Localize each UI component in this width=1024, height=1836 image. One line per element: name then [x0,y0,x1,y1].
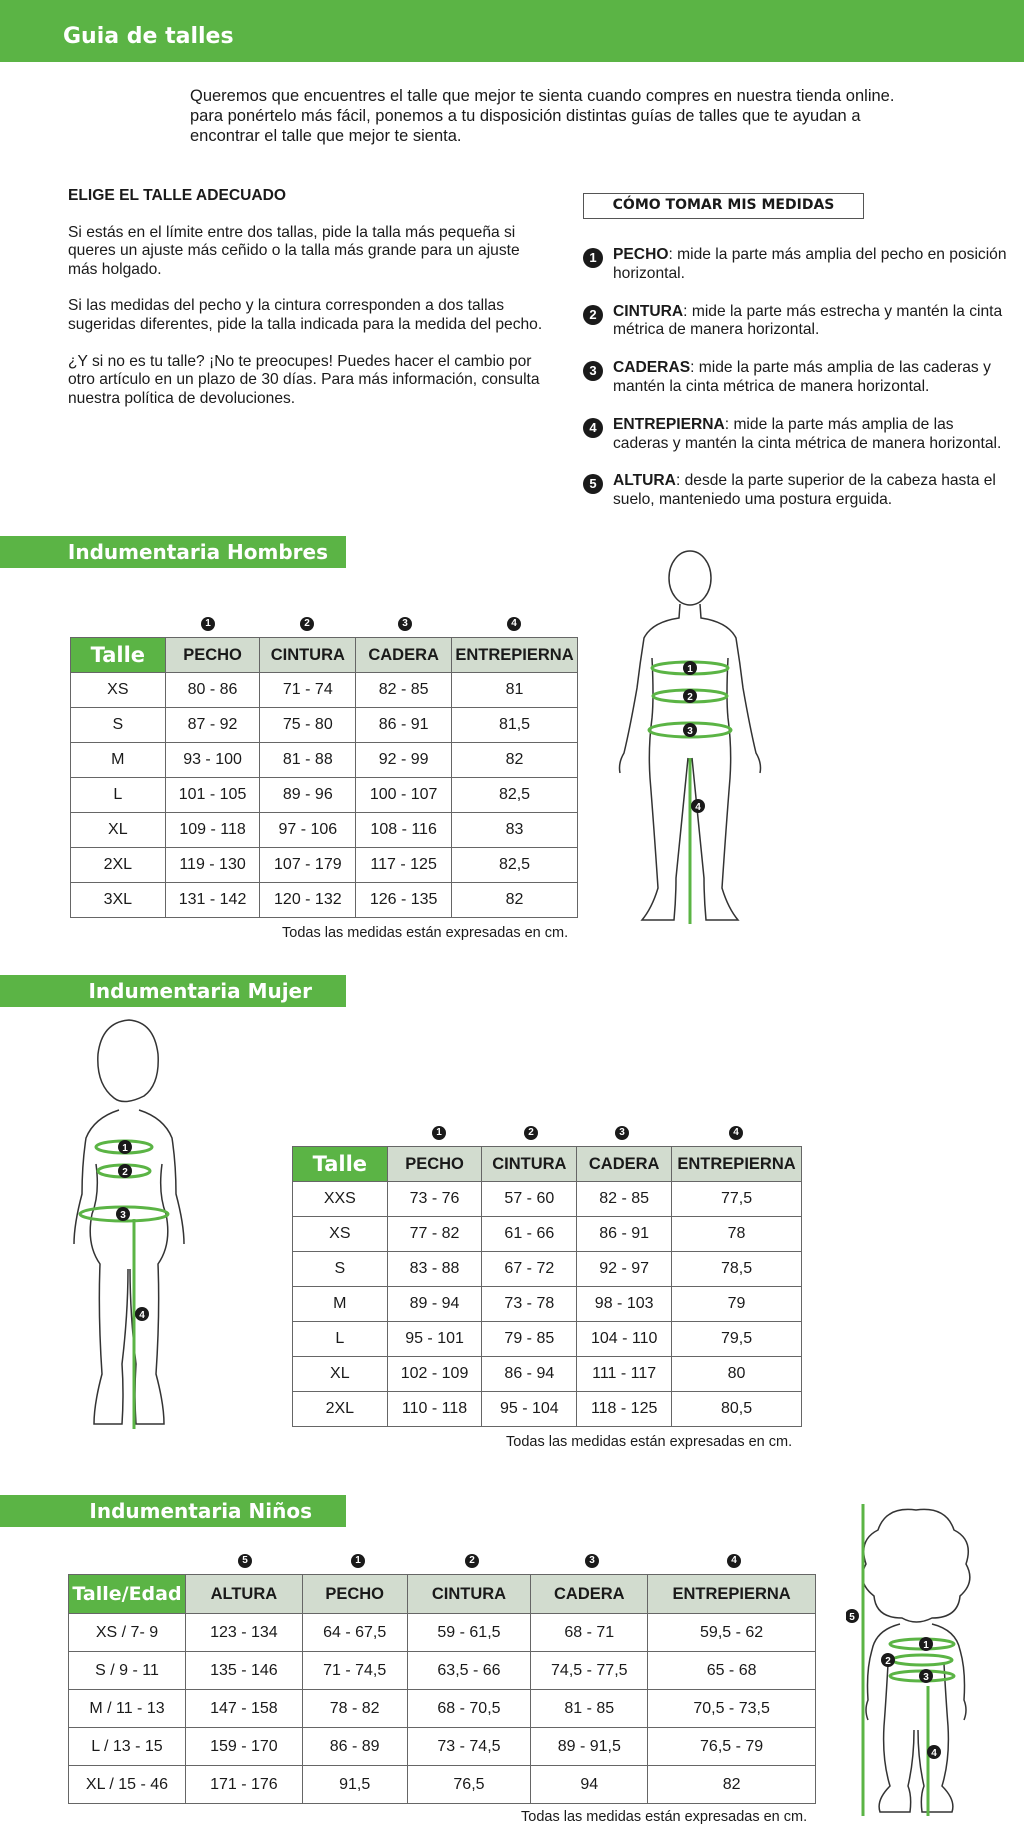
howto-steps [583,246,1013,529]
table-cell: 75 - 80 [260,708,356,743]
men-note: Todas las medidas están expresadas en cm. [282,925,569,941]
table-cell: S [293,1252,388,1287]
women-body-figure [64,1014,194,1434]
table-cell: 71 - 74 [260,673,356,708]
table-cell: 110 - 118 [387,1392,482,1427]
table-row [69,1728,816,1766]
table-cell: 68 - 71 [531,1614,648,1652]
figure-number: 4 [931,1748,937,1759]
table-row [69,1614,816,1652]
table-cell: 109 - 118 [165,813,260,848]
table-cell: 79,5 [672,1322,802,1357]
figure-number: 1 [122,1143,128,1154]
table-header: CADERA [577,1147,672,1182]
table-cell: 123 - 134 [185,1614,302,1652]
figure-number: 4 [695,802,701,813]
table-row [71,673,578,708]
table-cell: 89 - 94 [387,1287,482,1322]
figure-number: 2 [687,692,693,703]
kids-size-table [68,1574,816,1804]
table-cell: 107 - 179 [260,848,356,883]
intro-line: encontrar el talle que mejor te sienta. [190,127,462,145]
table-cell: 91,5 [302,1766,407,1804]
table-cell: XS / 7- 9 [69,1614,186,1652]
table-header: PECHO [387,1147,482,1182]
table-row [293,1322,802,1357]
table-cell: S / 9 - 11 [69,1652,186,1690]
figure-number: 3 [120,1210,126,1221]
step-text: : mide la parte más estrecha y mantén la cinta métrica de manera horizontal. [613,302,1003,339]
table-cell: 86 - 89 [302,1728,407,1766]
table-cell: 82 [648,1766,816,1804]
table-cell: 89 - 91,5 [531,1728,648,1766]
table-cell: 101 - 105 [165,778,260,813]
kids-section-title: Indumentaria Niños [0,1495,346,1527]
men-section-title: Indumentaria Hombres [0,536,346,568]
table-cell: 147 - 158 [185,1690,302,1728]
table-header: Talle [71,638,166,673]
step-text: : mide la parte más amplia de las caderas y mantén la cinta métrica de manera horizontal. [613,359,991,395]
kids-note: Todas las medidas están expresadas en cm. [521,1809,808,1825]
table-row [293,1287,802,1322]
figure-number: 1 [687,664,693,675]
table-header: Talle [293,1147,388,1182]
table-header: CADERA [356,638,452,673]
table-header: ENTREPIERNA [452,638,578,673]
howto-step [583,303,1013,341]
table-cell: 98 - 103 [577,1287,672,1322]
table-cell: 65 - 68 [648,1652,816,1690]
step-number: 1 [583,248,603,268]
table-cell: 78 - 82 [302,1690,407,1728]
table-cell: 97 - 106 [260,813,356,848]
step-label: CADERAS [613,359,691,377]
step-number: 3 [583,361,603,381]
table-cell: M [293,1287,388,1322]
women-col-number: 2 [524,1126,538,1140]
table-cell: 126 - 135 [356,883,452,918]
table-cell: 82,5 [452,778,578,813]
step-label: PECHO [613,246,669,263]
page-title: Guia de talles [63,24,234,49]
table-cell: 71 - 74,5 [302,1652,407,1690]
kids-col-number: 1 [351,1554,365,1568]
table-cell: M / 11 - 13 [69,1690,186,1728]
table-cell: 2XL [293,1392,388,1427]
table-cell: 63,5 - 66 [407,1652,531,1690]
table-cell: 86 - 94 [482,1357,577,1392]
women-col-number: 4 [729,1126,743,1140]
choose-heading: ELIGE EL TALLE ADECUADO [68,187,287,204]
men-col-number: 1 [201,617,215,631]
table-cell: 78 [672,1217,802,1252]
table-cell: 131 - 142 [165,883,260,918]
intro-line: para ponértelo más fácil, ponemos a tu disposición distintas guías de talles que te ayudan a [190,107,861,125]
table-header: PECHO [302,1575,407,1614]
men-body-figure [612,548,768,930]
women-col-number: 3 [615,1126,629,1140]
table-cell: 83 - 88 [387,1252,482,1287]
table-cell: 81 - 88 [260,743,356,778]
table-cell: 118 - 125 [577,1392,672,1427]
table-cell: 76,5 - 79 [648,1728,816,1766]
table-cell: 119 - 130 [165,848,260,883]
howto-step [583,359,1013,397]
women-note: Todas las medidas están expresadas en cm. [506,1434,793,1450]
table-cell: XS [293,1217,388,1252]
men-size-table [70,637,578,918]
table-header: Talle/Edad [69,1575,186,1614]
table-row [69,1690,816,1728]
howto-step [583,416,1013,454]
table-cell: 70,5 - 73,5 [648,1690,816,1728]
howto-step [583,472,1013,510]
table-cell: S [71,708,166,743]
table-cell: 102 - 109 [387,1357,482,1392]
figure-number: 1 [923,1640,929,1651]
table-cell: 59 - 61,5 [407,1614,531,1652]
intro-text [190,86,950,146]
table-cell: 80 [672,1357,802,1392]
figure-number: 2 [885,1656,891,1667]
table-cell: XS [71,673,166,708]
table-cell: 59,5 - 62 [648,1614,816,1652]
step-number: 2 [583,305,603,325]
kids-col-number: 3 [585,1554,599,1568]
table-row [71,708,578,743]
table-cell: 77,5 [672,1182,802,1217]
choose-size-section [68,187,548,426]
step-label: ALTURA [613,472,676,490]
choose-paragraph: Si estás en el límite entre dos tallas, pide la talla más pequeña si queres un ajuste más ceñido o la talla más grande para un ajuste más holgado. [68,223,520,278]
women-col-number: 1 [432,1126,446,1140]
howto-step [583,246,1013,284]
figure-number: 3 [687,726,693,737]
table-cell: 76,5 [407,1766,531,1804]
table-header: CINTURA [482,1147,577,1182]
figure-number: 2 [122,1167,128,1178]
table-cell: 82,5 [452,848,578,883]
table-cell: 79 [672,1287,802,1322]
table-header: ENTREPIERNA [648,1575,816,1614]
table-cell: 81 [452,673,578,708]
men-col-number: 2 [300,617,314,631]
table-cell: 81 - 85 [531,1690,648,1728]
women-section-title: Indumentaria Mujer [0,975,346,1007]
table-cell: 87 - 92 [165,708,260,743]
table-cell: M [71,743,166,778]
table-cell: 82 - 85 [577,1182,672,1217]
table-cell: 95 - 104 [482,1392,577,1427]
table-header: CINTURA [260,638,356,673]
table-cell: 89 - 96 [260,778,356,813]
table-cell: 82 [452,743,578,778]
table-row [69,1652,816,1690]
table-header: ENTREPIERNA [672,1147,802,1182]
table-cell: XL [71,813,166,848]
step-label: ENTREPIERNA [613,415,725,433]
table-cell: XL [293,1357,388,1392]
kids-col-number: 2 [465,1554,479,1568]
step-text: : mide la parte más amplia del pecho en posición horizontal. [613,246,1007,282]
table-cell: L [293,1322,388,1357]
table-cell: 117 - 125 [356,848,452,883]
table-cell: 3XL [71,883,166,918]
men-col-number: 4 [507,617,521,631]
figure-number: 4 [139,1310,145,1321]
table-header: CADERA [531,1575,648,1614]
table-row [293,1392,802,1427]
intro-line: Queremos que encuentres el talle que mejor te sienta cuando compres en nuestra tienda online. [190,87,895,105]
table-row [293,1217,802,1252]
table-cell: 74,5 - 77,5 [531,1652,648,1690]
table-cell: 67 - 72 [482,1252,577,1287]
women-size-table [292,1146,802,1427]
table-row [293,1182,802,1217]
table-cell: 82 - 85 [356,673,452,708]
table-row [71,743,578,778]
page-header [0,0,1024,62]
table-cell: 86 - 91 [356,708,452,743]
men-col-number: 3 [398,617,412,631]
table-cell: 83 [452,813,578,848]
choose-paragraph: Si las medidas del pecho y la cintura corresponden a dos tallas sugeridas diferentes, pide la talla indicada para la medida del pecho. [68,297,543,333]
step-label: CINTURA [613,302,684,320]
kids-col-number: 4 [727,1554,741,1568]
howto-title: CÓMO TOMAR MIS MEDIDAS [583,193,864,219]
table-cell: 92 - 99 [356,743,452,778]
table-cell: 82 [452,883,578,918]
table-cell: 94 [531,1766,648,1804]
table-cell: 92 - 97 [577,1252,672,1287]
table-cell: 80,5 [672,1392,802,1427]
table-cell: XXS [293,1182,388,1217]
table-cell: 61 - 66 [482,1217,577,1252]
table-cell: 104 - 110 [577,1322,672,1357]
table-cell: 64 - 67,5 [302,1614,407,1652]
table-row [293,1357,802,1392]
table-cell: 108 - 116 [356,813,452,848]
table-cell: 95 - 101 [387,1322,482,1357]
table-header: CINTURA [407,1575,531,1614]
table-cell: 159 - 170 [185,1728,302,1766]
table-cell: 111 - 117 [577,1357,672,1392]
table-cell: 100 - 107 [356,778,452,813]
table-cell: 79 - 85 [482,1322,577,1357]
table-cell: 81,5 [452,708,578,743]
table-cell: L [71,778,166,813]
table-cell: 120 - 132 [260,883,356,918]
table-cell: 73 - 76 [387,1182,482,1217]
table-cell: 93 - 100 [165,743,260,778]
table-cell: 80 - 86 [165,673,260,708]
figure-number: 5 [849,1612,855,1623]
table-row [71,813,578,848]
kids-body-figure [846,1500,986,1822]
table-cell: L / 13 - 15 [69,1728,186,1766]
table-cell: 73 - 78 [482,1287,577,1322]
step-number: 4 [583,418,603,438]
table-cell: 77 - 82 [387,1217,482,1252]
step-number: 5 [583,474,603,494]
table-cell: 57 - 60 [482,1182,577,1217]
choose-paragraph: ¿Y si no es tu talle? ¡No te preocupes! Puedes hacer el cambio por otro artículo en un plazo de 30 días. Para más información, consulta nuestra política de devoluciones. [68,352,540,407]
table-cell: 2XL [71,848,166,883]
table-row [293,1252,802,1287]
kids-col-number: 5 [238,1554,252,1568]
table-row [69,1766,816,1804]
table-cell: 171 - 176 [185,1766,302,1804]
table-row [71,883,578,918]
table-cell: 68 - 70,5 [407,1690,531,1728]
table-cell: 73 - 74,5 [407,1728,531,1766]
table-header: PECHO [165,638,260,673]
figure-number: 3 [923,1672,929,1683]
table-header: ALTURA [185,1575,302,1614]
table-row [71,848,578,883]
table-cell: 78,5 [672,1252,802,1287]
table-cell: 135 - 146 [185,1652,302,1690]
step-text: : desde la parte superior de la cabeza hasta el suelo, manteniedo uma postura erguida. [613,472,996,509]
table-cell: 86 - 91 [577,1217,672,1252]
table-cell: XL / 15 - 46 [69,1766,186,1804]
table-row [71,778,578,813]
step-text: : mide la parte más amplia de las caderas y mantén la cinta métrica de manera horizontal. [613,415,1002,452]
